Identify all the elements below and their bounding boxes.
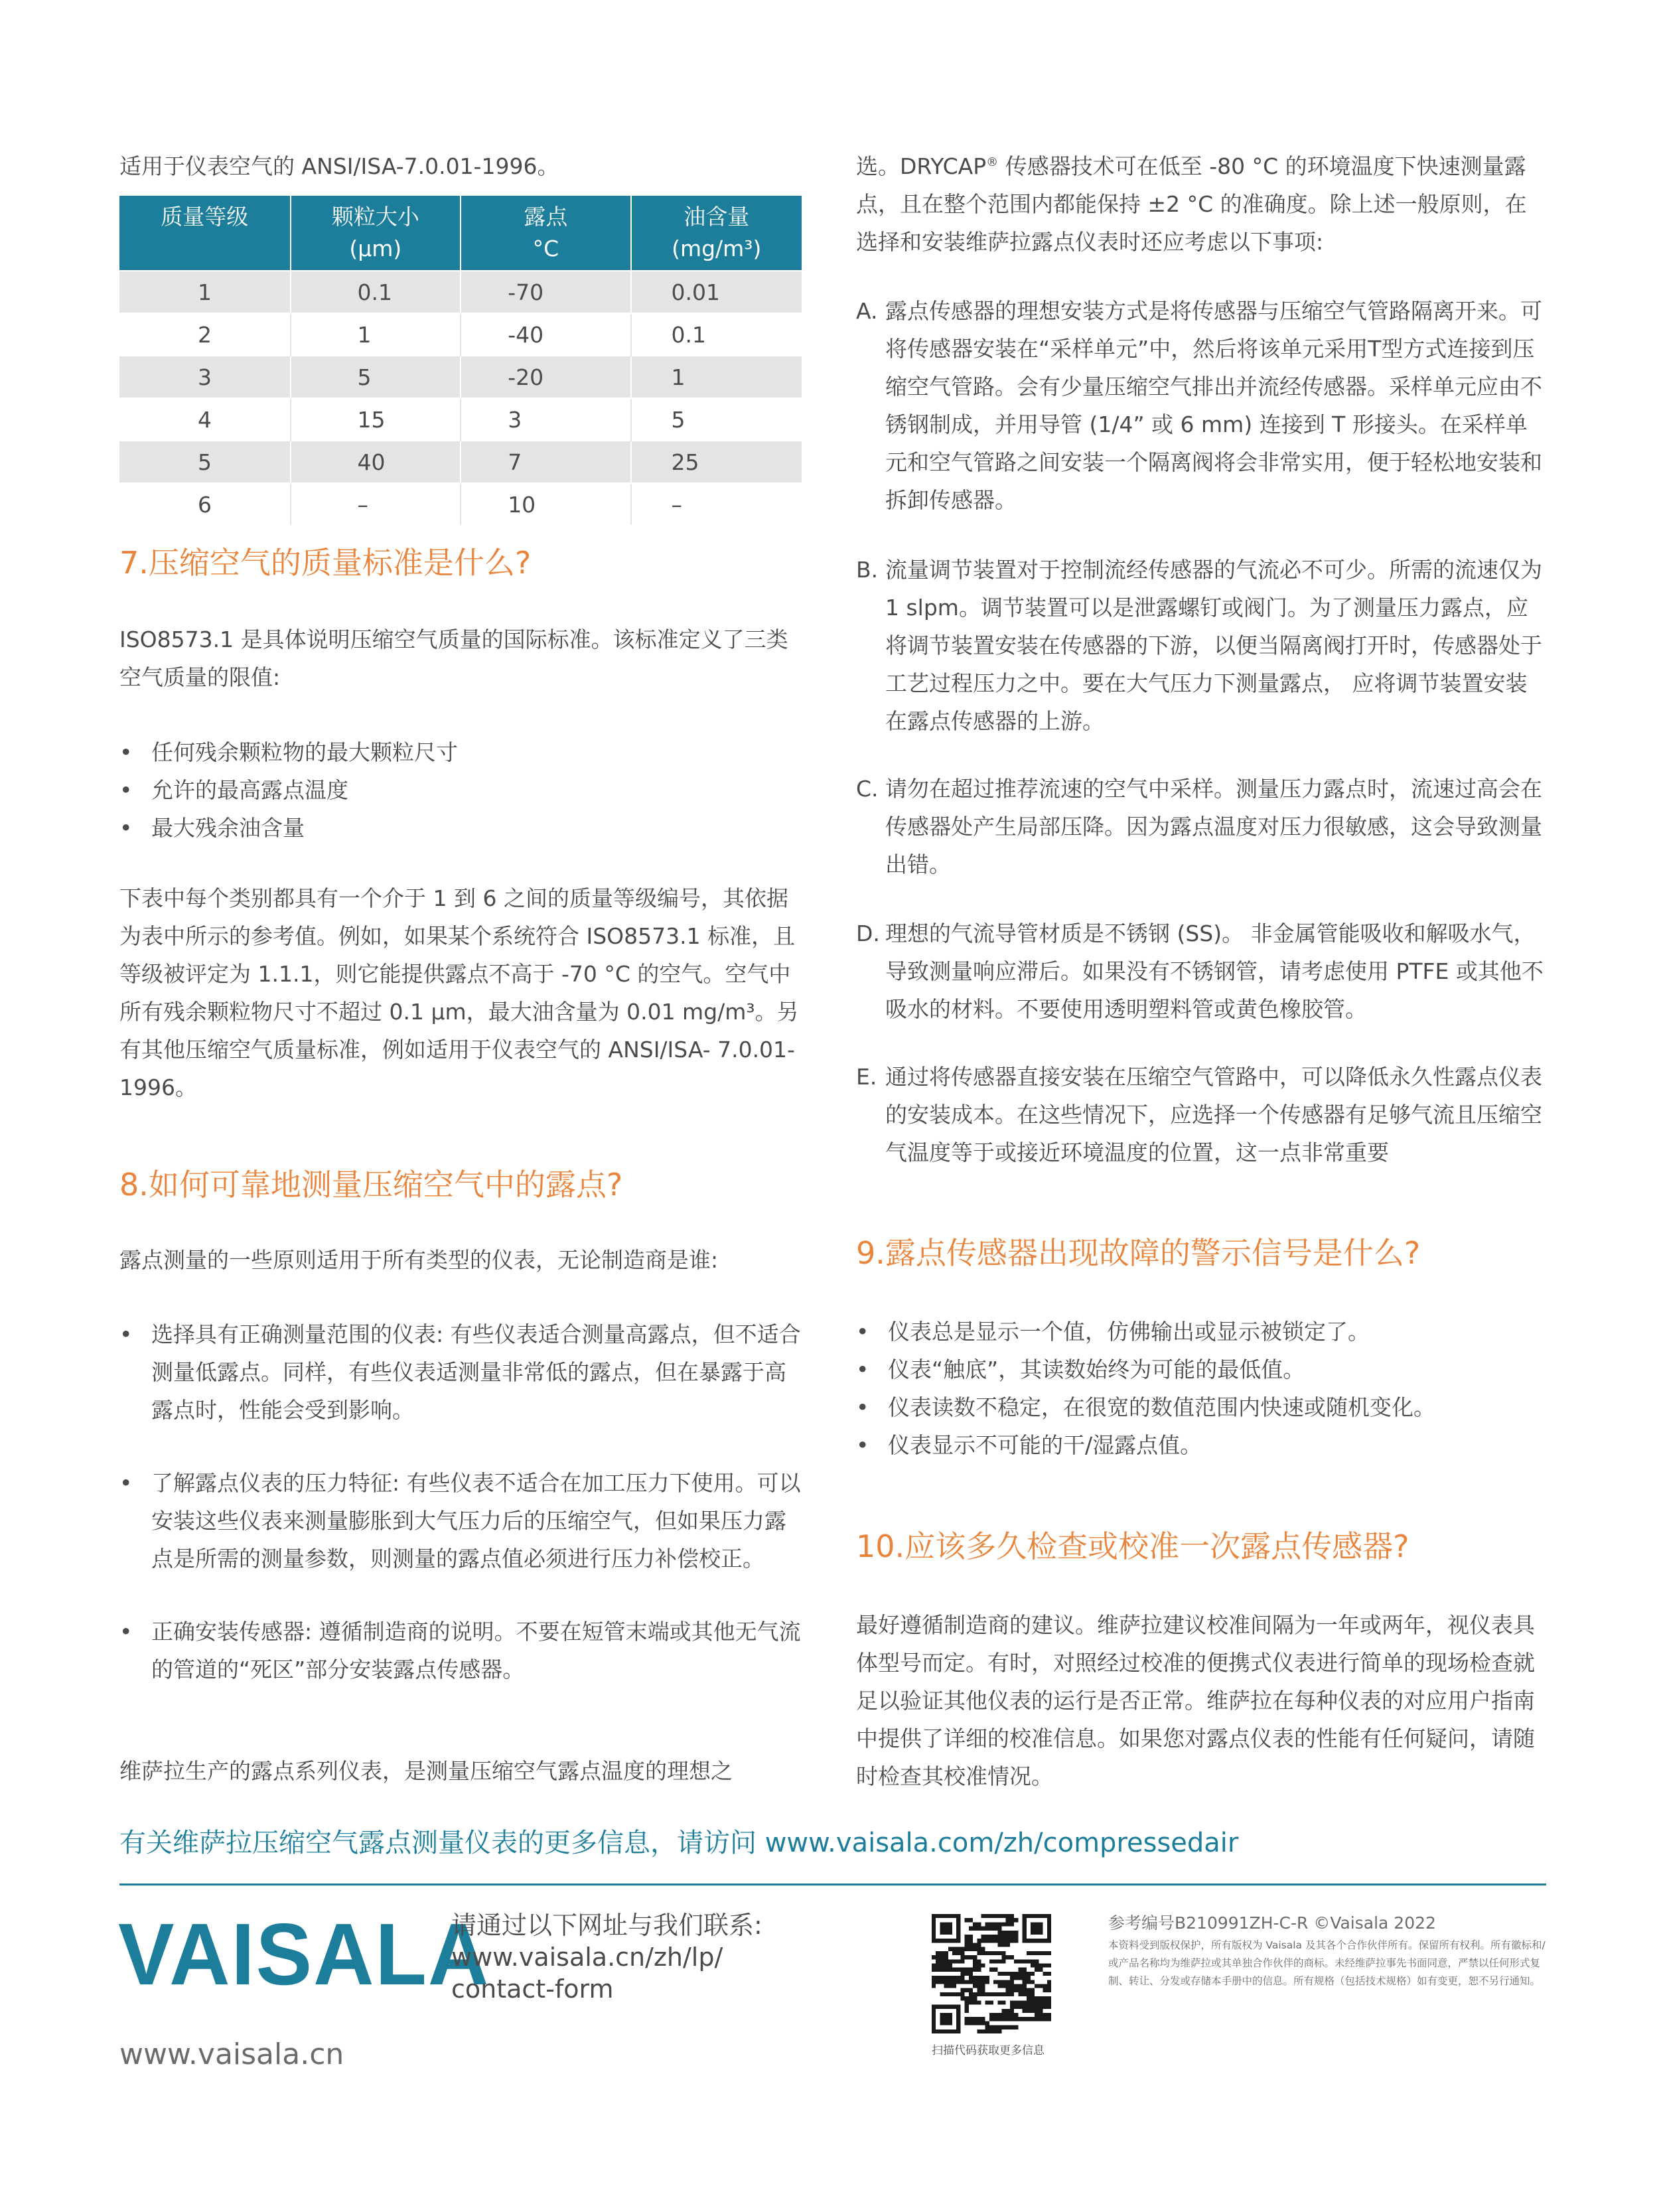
intro-line: 适用于仪表空气的 ANSI/ISA-7.0.01-1996。	[119, 153, 559, 179]
vaisala-logo: VAISALA	[118, 1905, 490, 2003]
table-cell: 0.1	[291, 271, 461, 313]
table-cell: 1	[631, 356, 802, 398]
list-item-c	[856, 770, 1546, 883]
list-item-b	[856, 551, 1546, 740]
list-item: • 仪表总是显示一个值，仿佛输出或显示被锁定了。	[856, 1313, 1546, 1351]
website-link[interactable]: www.vaisala.cn	[119, 2037, 344, 2071]
heading-10: 10.应该多久检查或校准一次露点传感器?	[856, 1528, 1409, 1564]
table-row	[119, 441, 802, 483]
paragraph-8: 露点测量的一些原则适用于所有类型的仪表，无论制造商是谁:	[119, 1247, 719, 1273]
list-item: • 选择具有正确测量范围的仪表: 有些仪表适合测量高露点，但不适合测量低露点。同样，有些仪表适测量非常低的露点，但在暴露于高露点时，性能会受到影响。	[119, 1315, 806, 1429]
more-info-link[interactable]: 有关维萨拉压缩空气露点测量仪表的更多信息，请访问 www.vaisala.com/zh/compressedair	[119, 1828, 1239, 1858]
table-cell: 3	[119, 356, 291, 398]
qr-code-icon[interactable]	[932, 1914, 1051, 2033]
reference-number: 参考编号B210991ZH-C-R ©Vaisala 2022	[1108, 1913, 1436, 1933]
list-item: • 仪表读数不稳定，在很宽的数值范围内快速或随机变化。	[856, 1388, 1546, 1426]
table-cell: -70	[461, 271, 630, 313]
item-text: 流量调节装置对于控制流经传感器的气流必不可少。所需的流速仅为 1 slpm。调节装置可以是泄露螺钉或阀门。为了测量压力露点，应将调节装置安装在传感器的下游，以便当隔离阀打开时，传感器处于工艺过程压力之中。要在大气压力下测量露点， 应将调节装置安装在露点传感器的上游。	[885, 557, 1542, 734]
item-text: 露点传感器的理想安装方式是将传感器与压缩空气管路隔离开来。可将传感器安装在“采样单元”中，然后将该单元采用T型方式连接到压缩空气管路。会有少量压缩空气排出并流经传感器。采样单元应由不锈钢制成，并用导管 (1/4” 或 6 mm) 连接到 T 形接头。在采样单元和空气管路之间安装一个隔离阀将会非常实用，便于轻松地安装和拆卸传感器。	[885, 298, 1542, 513]
contact-line: 请通过以下网址与我们联系:	[451, 1911, 762, 1940]
table-cell: 2	[119, 313, 291, 356]
list-item: • 允许的最高露点温度	[119, 771, 806, 809]
list-item-a	[856, 292, 1546, 519]
table-cell: 5	[291, 356, 461, 398]
table-cell: 0.1	[631, 313, 802, 356]
list-item: • 正确安装传感器: 遵循制造商的说明。不要在短管末端或其他无气流的管道的“死区”部分安装露点传感器。	[119, 1613, 806, 1688]
table-cell: 1	[119, 271, 291, 313]
heading-9: 9.露点传感器出现故障的警示信号是什么?	[856, 1235, 1421, 1271]
table-cell: 0.01	[631, 271, 802, 313]
heading-8: 8.如何可靠地测量压缩空气中的露点?	[119, 1167, 623, 1203]
quality-class-table	[119, 196, 802, 525]
list-item-e	[856, 1058, 1546, 1171]
paragraph-7: ISO8573.1 是具体说明压缩空气质量的国际标准。该标准定义了三类空气质量的限值:	[119, 627, 788, 690]
table-header-row	[119, 196, 802, 271]
table-cell: –	[291, 483, 461, 525]
table-row	[119, 313, 802, 356]
item-letter: C.	[856, 776, 879, 802]
table-row	[119, 483, 802, 525]
bullets-8	[119, 1315, 806, 1688]
legal-notice: 本资料受到版权保护，所有版权为 Vaisala 及其各个合作伙伴所有。保留所有权利。所有徽标和/或产品名称均为维萨拉或其单独合作伙伴的商标。未经维萨拉事先书面同意，严禁以任何形式复制、转让、分发或存储本手册中的信息。所有规格（包括技术规格）如有变更，恕不另行通知。	[1108, 1939, 1546, 1987]
table-cell: 5	[631, 398, 802, 441]
qr-caption: 扫描代码获取更多信息	[932, 2044, 1045, 2057]
table-row	[119, 271, 802, 313]
list-item-d	[856, 915, 1546, 1028]
list-item: • 仪表显示不可能的干/湿露点值。	[856, 1426, 1546, 1464]
table-header: 质量等级	[119, 196, 291, 271]
list-item: • 最大残余油含量	[119, 809, 806, 847]
footer-divider	[119, 1883, 1546, 1885]
paragraph-7b: 下表中每个类别都具有一个介于 1 到 6 之间的质量等级编号，其依据为表中所示的参考值。例如，如果某个系统符合 ISO8573.1 标准，且等级被评定为 1.1.1，则它能提供露点不高于 -70 °C 的空气。空气中所有残余颗粒物尺寸不超过 0.1 μm，最大油含量为 0.01 mg/m³。另有其他压缩空气质量标准，例如适用于仪表空气的 ANSI/ISA- 7.0.01-1996。	[119, 885, 799, 1100]
contact-block	[451, 1909, 823, 2005]
table-cell: 10	[461, 483, 630, 525]
contact-link[interactable]: www.vaisala.cn/zh/lp/	[451, 1943, 723, 1972]
table-cell: 5	[119, 441, 291, 483]
table-header: 露点 °C	[461, 196, 630, 271]
paragraph-10: 最好遵循制造商的建议。维萨拉建议校准间隔为一年或两年，视仪表具体型号而定。有时，对照经过校准的便携式仪表进行简单的现场检查就足以验证其他仪表的运行是否正常。维萨拉在每种仪表的对应用户指南中提供了详细的校准信息。如果您对露点仪表的性能有任何疑问，请随时检查其校准情况。	[856, 1612, 1535, 1789]
item-letter: D.	[856, 921, 880, 946]
table-row	[119, 356, 802, 398]
table-row	[119, 398, 802, 441]
table-cell: 3	[461, 398, 630, 441]
table-cell: -20	[461, 356, 630, 398]
bullets-9	[856, 1313, 1546, 1464]
paragraph-8b: 维萨拉生产的露点系列仪表，是测量压缩空气露点温度的理想之	[119, 1758, 733, 1784]
table-cell: 7	[461, 441, 630, 483]
item-letter: E.	[856, 1064, 877, 1090]
table-cell: 25	[631, 441, 802, 483]
table-header: 颗粒大小 (μm)	[291, 196, 461, 271]
table-cell: 6	[119, 483, 291, 525]
item-letter: B.	[856, 557, 879, 583]
table-cell: 1	[291, 313, 461, 356]
bullets-7	[119, 733, 806, 847]
table-cell: –	[631, 483, 802, 525]
list-item: • 仪表“触底”，其读数始终为可能的最低值。	[856, 1351, 1546, 1388]
table-cell: 4	[119, 398, 291, 441]
contact-link[interactable]: contact-form	[451, 1974, 614, 2004]
table-cell: 15	[291, 398, 461, 441]
table-cell: -40	[461, 313, 630, 356]
list-item: • 任何残余颗粒物的最大颗粒尺寸	[119, 733, 806, 771]
item-letter: A.	[856, 298, 878, 324]
table-header: 油含量 (mg/m³)	[631, 196, 802, 271]
item-text: 通过将传感器直接安装在压缩空气管路中，可以降低永久性露点仪表的安装成本。在这些情况下，应选择一个传感器有足够气流且压缩空气温度等于或接近环境温度的位置，这一点非常重要	[885, 1064, 1542, 1165]
item-text: 请勿在超过推荐流速的空气中采样。测量压力露点时，流速过高会在传感器处产生局部压降。因为露点温度对压力很敏感，这会导致测量出错。	[885, 776, 1542, 877]
list-item: • 了解露点仪表的压力特征: 有些仪表不适合在加工压力下使用。可以安装这些仪表来测量膨胀到大气压力后的压缩空气，但如果压力露点是所需的测量参数，则测量的露点值必须进行压力补偿校正。	[119, 1464, 806, 1578]
item-text: 理想的气流导管材质是不锈钢 (SS)。 非金属管能吸收和解吸水气，导致测量响应滞后。如果没有不锈钢管，请考虑使用 PTFE 或其他不吸水的材料。不要使用透明塑料管或黄色橡胶管。	[885, 921, 1544, 1022]
paragraph-continued: 选。DRYCAP® 传感器技术可在低至 -80 °C 的环境温度下快速测量露点，且在整个范围内都能保持 ±2 °C 的准确度。除上述一般原则，在选择和安装维萨拉露点仪表时还应考虑以下事项:	[856, 153, 1527, 255]
table-cell: 40	[291, 441, 461, 483]
heading-7: 7.压缩空气的质量标准是什么?	[119, 545, 532, 581]
